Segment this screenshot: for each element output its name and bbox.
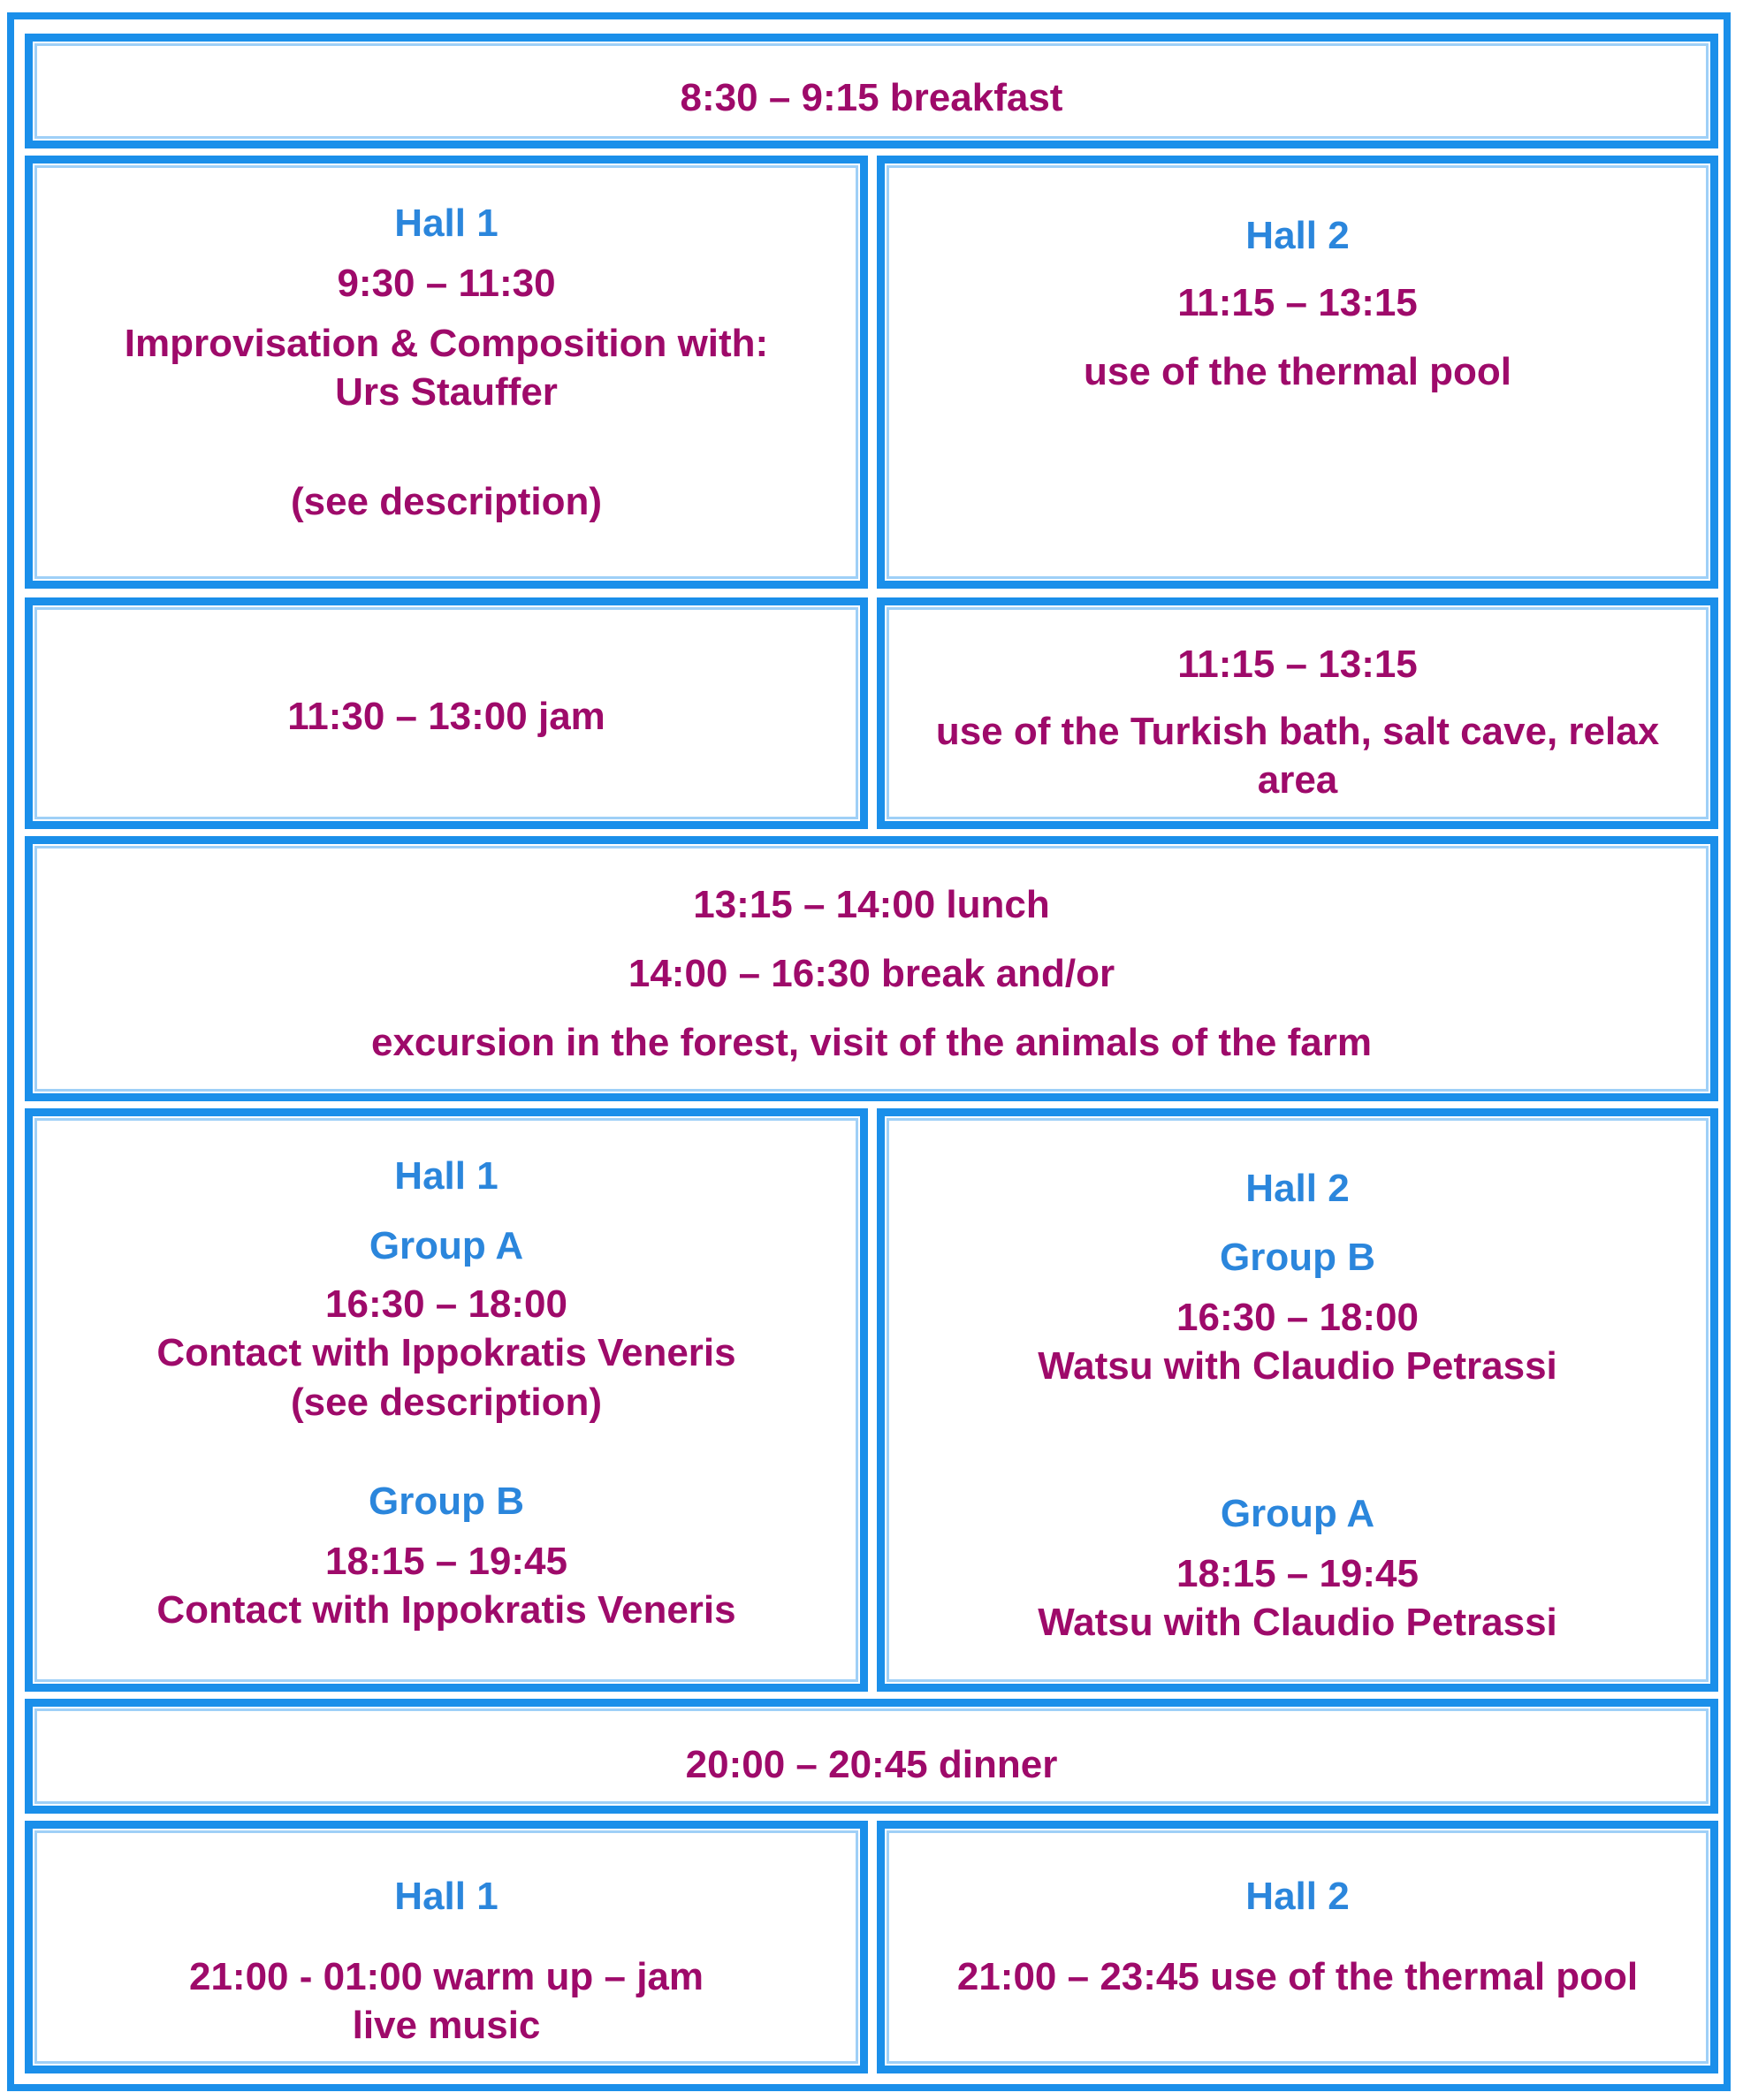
evening-hall2-cell <box>877 1821 1718 2073</box>
session-time: 16:30 – 18:00 <box>325 1282 567 1326</box>
session-time: 18:15 – 19:45 <box>325 1540 567 1583</box>
dinner-cell <box>25 1699 1718 1814</box>
session-time: 18:15 – 19:45 <box>1176 1552 1419 1595</box>
hall1-heading: Hall 1 <box>394 1154 499 1198</box>
session-time: 9:30 – 11:30 <box>337 262 556 305</box>
group-label: Group B <box>369 1480 524 1523</box>
hall2-heading: Hall 2 <box>1245 214 1350 257</box>
hall2-heading: Hall 2 <box>1245 1167 1350 1210</box>
group-label: Group A <box>369 1224 524 1267</box>
break-text: 14:00 – 16:30 break and/or <box>628 952 1115 995</box>
session-activity-cont: area <box>1257 758 1338 802</box>
morning-hall1-cell <box>25 156 868 589</box>
session-activity: use of the Turkish bath, salt cave, relax <box>935 710 1660 753</box>
breakfast-text: 8:30 – 9:15 breakfast <box>680 76 1063 119</box>
session-activity: 21:00 – 23:45 use of the thermal pool <box>956 1955 1639 1998</box>
session-note: (see description) <box>290 1381 603 1424</box>
session-activity-cont: live music <box>352 2004 541 2047</box>
session-activity: Watsu with Claudio Petrassi <box>1038 1344 1557 1388</box>
evening-hall1-cell <box>25 1821 868 2073</box>
session-note: (see description) <box>290 480 603 523</box>
breakfast-cell <box>25 34 1718 148</box>
lunch-cell <box>25 836 1718 1101</box>
afternoon-hall2-cell <box>877 1108 1718 1692</box>
excursion-text: excursion in the forest, visit of the animals of the farm <box>370 1021 1372 1064</box>
group-label: Group A <box>1220 1492 1375 1535</box>
session-activity: 21:00 - 01:00 warm up – jam <box>188 1955 704 1998</box>
afternoon-hall1-cell <box>25 1108 868 1692</box>
hall1-heading: Hall 1 <box>394 202 499 245</box>
hall2-heading: Hall 2 <box>1245 1875 1350 1918</box>
session-teacher: Urs Stauffer <box>335 370 558 414</box>
session-time: 16:30 – 18:00 <box>1176 1296 1419 1339</box>
session-time: 11:15 – 13:15 <box>1177 281 1418 324</box>
session-activity: Contact with Ippokratis Veneris <box>156 1331 736 1374</box>
lunch-text: 13:15 – 14:00 lunch <box>693 883 1050 926</box>
dinner-text: 20:00 – 20:45 dinner <box>685 1743 1058 1786</box>
session-activity: Watsu with Claudio Petrassi <box>1038 1601 1557 1644</box>
spa-cell <box>877 597 1718 829</box>
session-time: 11:15 – 13:15 <box>1177 643 1418 686</box>
hall1-heading: Hall 1 <box>394 1875 499 1918</box>
jam-cell <box>25 597 868 829</box>
session-activity: use of the thermal pool <box>1083 350 1512 393</box>
group-label: Group B <box>1220 1236 1375 1279</box>
jam-text: 11:30 – 13:00 jam <box>287 695 605 738</box>
morning-hall2-cell <box>877 156 1718 589</box>
session-activity: Contact with Ippokratis Veneris <box>156 1588 736 1632</box>
session-title: Improvisation & Composition with: <box>124 322 769 365</box>
